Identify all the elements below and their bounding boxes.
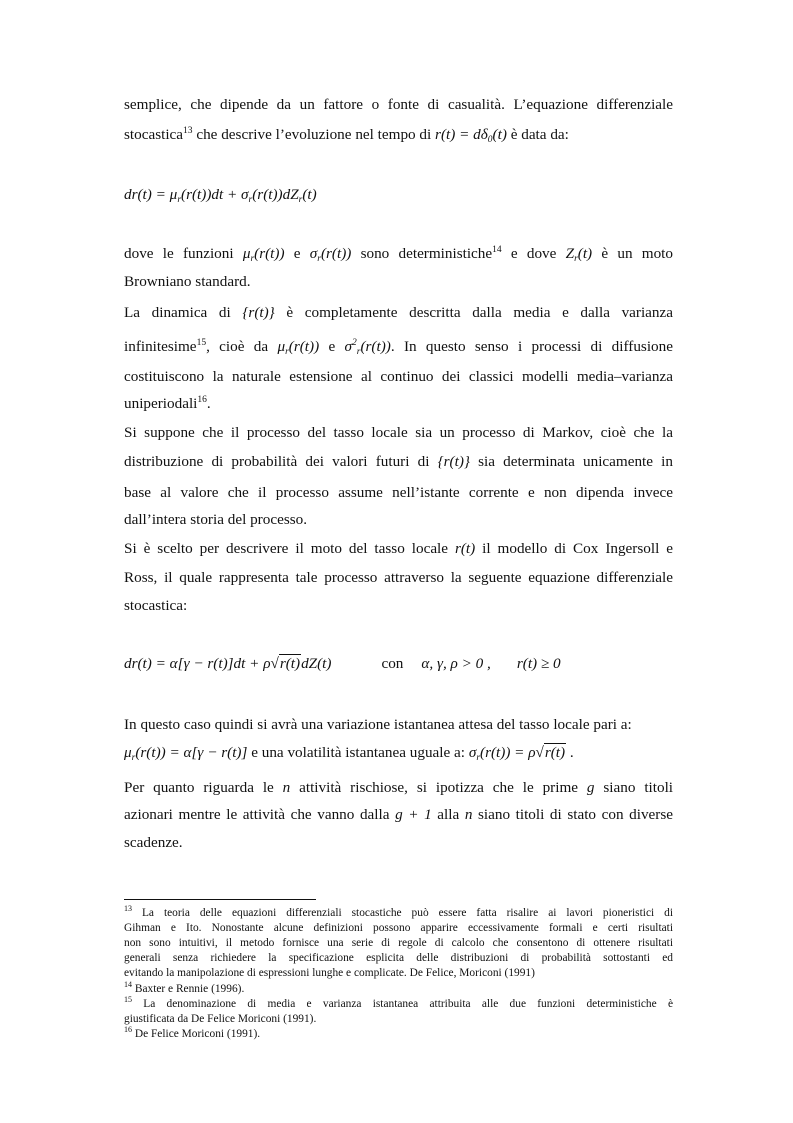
text: è completamente descritta dalla media e dalla varianza (274, 304, 673, 321)
text: con (381, 655, 404, 672)
footnote-13-line-1 (124, 906, 673, 921)
footnote-13-line-3: non sono intuitivi, il metodo fornisce una serie di regole di calcolo che consentono di ottenere risultati (124, 937, 673, 949)
footnote-14 (124, 982, 673, 997)
text: che descrive l’evoluzione nel tempo di (192, 126, 436, 143)
text: sono deterministiche (351, 245, 493, 262)
body-line-20: scadenze. (124, 834, 183, 851)
text: è data da: (506, 126, 569, 143)
body-line-2 (124, 126, 673, 144)
footnote-ref-14[interactable]: 14 (492, 245, 502, 255)
body-line-1: semplice, che dipende da un fattore o fonte di casualità. L’equazione differenziale (124, 96, 673, 113)
body-line-9: Si suppone che il processo del tasso locale sia un processo di Markov, cioè che la (124, 424, 673, 441)
text: azionari mentre le attività che vanno dalla (124, 806, 396, 823)
text: attività rischiose, si ipotizza che le prime (290, 779, 587, 796)
footnote-13-line-5: evitando la manipolazione di espressioni lunghe e complicate. De Felice, Moriconi (1991) (124, 967, 535, 979)
math-mu-expression: $\mu_r(r(t)) = \alpha[\gamma - r(t)]$ (124, 744, 248, 763)
text: g + 1 (395, 806, 432, 823)
text: Baxter e Rennie (1996). (132, 983, 245, 995)
footnote-ref-15[interactable]: 15 (196, 338, 207, 348)
footnote-separator (124, 899, 316, 900)
text: , cioè da (206, 338, 278, 355)
text: Per quanto riguarda le (124, 779, 283, 796)
body-line-6 (124, 338, 673, 356)
body-line-5 (124, 304, 673, 322)
text: sia determinata unicamente in (469, 453, 673, 470)
text: e una volatilità istantanea uguale a: (251, 744, 466, 761)
body-line-8 (124, 395, 673, 413)
text: De Felice Moriconi (1991). (132, 1028, 261, 1040)
text: e dove (501, 245, 566, 262)
equation-2 (124, 655, 673, 673)
math-r-equals-d-delta: $r(t) = d\delta_0(t)$ (435, 126, 507, 145)
footnote-number-13: 13 (124, 904, 132, 913)
body-line-4: Browniano standard. (124, 273, 251, 290)
footnote-15-line-1 (124, 997, 673, 1012)
body-line-12: dall’intera storia del processo. (124, 511, 308, 528)
text: La dinamica di (124, 304, 243, 321)
text: dove le funzioni (124, 245, 243, 262)
text: alla (431, 806, 465, 823)
math-set-r: {r(t)} (437, 453, 470, 470)
text: infinitesime (124, 338, 197, 355)
text: siano titoli (594, 779, 674, 796)
text: . In questo senso i processi di diffusione (390, 338, 673, 355)
text: distribuzione di probabilità dei valori futuri di (124, 453, 438, 470)
footnote-number-15: 15 (124, 995, 132, 1004)
body-line-7: costituiscono la naturale estensione al continuo dei classici modelli media–varianza (124, 368, 673, 385)
body-line-11: base al valore che il processo assume nell’istante corrente e non dipenda invece (124, 484, 673, 501)
math-z: $Z_r(t)$ (565, 245, 593, 264)
text: . (206, 395, 211, 412)
text: n (464, 806, 473, 823)
math-cir-equation: dr(t) = α[γ − r(t)]dt + ρ√r(t)dZ(t) (124, 655, 332, 672)
text: La teoria delle equazioni differenziali stocastiche può essere fatta risalire ai lavori pioneristici di (132, 907, 673, 919)
body-line-18 (124, 779, 673, 797)
footnote-number-16: 16 (124, 1025, 132, 1034)
text: è un moto (592, 245, 673, 262)
footnote-13-line-2: Gihman e Ito. Nonostante alcune definizioni possono apparire eccessivamente formali e certi risultati (124, 922, 673, 934)
text: Si è scelto per descrivere il moto del tasso locale (124, 540, 455, 557)
math-sigma-squared: $\sigma^2_r(r(t))$ (344, 338, 391, 357)
math-mu: $\mu_r(r(t))$ (277, 338, 320, 357)
body-line-10 (124, 453, 673, 471)
equation-1: $dr(t) = \mu_r(r(t))dt + \sigma_r(r(t))dZ_r(t)$ (124, 186, 317, 205)
footnote-15-line-2: giustificata da De Felice Moriconi (1991). (124, 1013, 317, 1025)
text: La denominazione di media e varianza istantanea attribuita alle due funzioni deterministiche è (132, 998, 673, 1010)
text: uniperiodali (124, 395, 198, 412)
math-sigma-expression: $\sigma_r(r(t)) = \rho√r(t)$ (468, 744, 566, 763)
text: e (284, 245, 310, 262)
footnote-ref-13[interactable]: 13 (183, 126, 193, 136)
body-line-15: stocastica: (124, 597, 188, 614)
footnote-ref-16[interactable]: 16 (197, 395, 207, 405)
body-line-3 (124, 245, 673, 263)
text: stocastica (124, 126, 184, 143)
body-line-16: In questo caso quindi si avrà una variazione istantanea attesa del tasso locale pari a: (124, 716, 632, 733)
math-set-r: {r(t)} (242, 304, 275, 321)
math-r-nonneg: r(t) ≥ 0 (516, 655, 561, 672)
text: il modello di Cox Ingersoll e (475, 540, 673, 557)
text: e (319, 338, 345, 355)
body-line-17: $\mu_r(r(t)) = \alpha[\gamma - r(t)]$ e una volatilità istantanea uguale a: $\sigma_r(r(t)) = \rho√r(t)$ . (124, 744, 574, 763)
math-conditions: α, γ, ρ > 0 , (421, 655, 491, 672)
footnote-16 (124, 1027, 673, 1042)
text: n (282, 779, 291, 796)
math-mu: $\mu_r(r(t))$ (242, 245, 285, 264)
body-line-13 (124, 540, 673, 558)
body-line-14: Ross, il quale rappresenta tale processo attraverso la seguente equazione differenziale (124, 569, 673, 586)
math-sigma: $\sigma_r(r(t))$ (309, 245, 352, 264)
body-line-19 (124, 806, 673, 824)
text: g (586, 779, 595, 796)
footnote-13-line-4: generali senza richiedere la specificazione esplicita delle distribuzioni di probabilità sottostanti ed (124, 952, 673, 964)
footnote-number-14: 14 (124, 980, 132, 989)
text: siano titoli di stato con diverse (472, 806, 673, 823)
math-r: r(t) (454, 540, 476, 557)
